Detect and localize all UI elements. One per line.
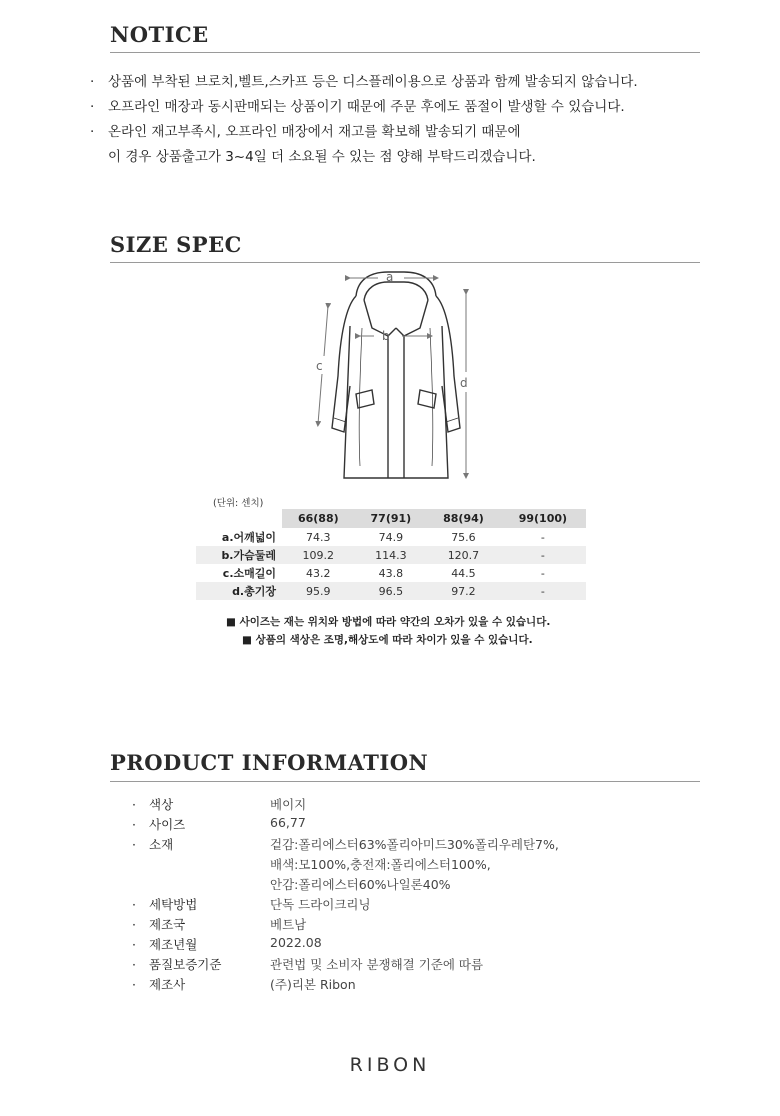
info-label-text: 색상 [149,797,174,812]
notice-line-1 [90,70,638,90]
info-value-warranty: 관련법 및 소비자 분쟁해결 기준에 따름 [270,957,484,972]
bullet-dot: · [132,897,136,912]
bullet-dot: · [132,797,136,812]
table-cell: 109.2 [282,546,355,564]
table-row [196,582,586,600]
size-col-header: 88(94) [427,509,500,528]
coat-outline [332,272,460,478]
info-value-material-2: 배색:모100%,충전재:폴리에스터100%, [270,857,491,872]
info-value-manufacture-date: 2022.08 [270,935,322,950]
info-label-warranty [132,955,221,973]
unit-note: (단위: 센치) [213,498,264,509]
table-row [196,528,586,546]
table-cell: 44.5 [451,566,476,580]
notice-divider [110,52,700,53]
bullet-dot: · [90,124,95,140]
info-value-color: 베이지 [270,797,307,812]
info-label-manufacturer [132,975,185,993]
notice-line-1-text: 상품에 부착된 브로치,벨트,스카프 등은 디스플레이용으로 상품과 함께 발송되지 않습니다. [108,74,638,90]
notice-line-3 [90,120,521,140]
bullet-dot: · [90,99,95,115]
table-cell: - [500,546,586,564]
size-note-2 [242,632,533,647]
size-col-header: 66(88) [282,509,355,528]
info-label-text: 제조사 [149,977,186,992]
bullet-dot: · [132,937,136,952]
info-label-text: 품질보증기준 [149,957,222,972]
coat-measurement-diagram [300,266,500,491]
table-cell: 74.3 [306,530,331,544]
table-cell: 43.8 [378,566,404,580]
table-cell: - [500,582,586,600]
size-table-corner [196,509,282,528]
table-cell: 97.2 [427,582,500,600]
size-note-2-text: 상품의 색상은 조명,해상도에 따라 차이가 있을 수 있습니다. [255,634,533,646]
bullet-dot: · [132,977,136,992]
info-label-text: 제조년월 [149,937,198,952]
table-cell: 74.9 [378,530,404,544]
info-value-washing: 단독 드라이크리닝 [270,897,371,912]
note-square-icon: ■ [242,634,252,646]
size-table-header [196,509,586,528]
note-square-icon: ■ [226,616,236,628]
table-cell: 120.7 [427,546,500,564]
bullet-dot: · [132,957,136,972]
notice-line-2 [90,95,625,115]
row-label: c.소매길이 [222,567,276,580]
info-label-text: 제조국 [149,917,186,932]
size-col-header: 77(91) [355,509,428,528]
size-col-header: 99(100) [500,509,586,528]
info-label-material [132,835,173,853]
bullet-dot: · [132,817,136,832]
size-table [196,509,586,600]
product-info-divider [110,781,700,782]
diagram-label-c: c [316,359,323,373]
table-cell: 95.9 [282,582,355,600]
table-cell: 43.2 [306,566,331,580]
notice-line-continuation: 이 경우 상품출고가 3~4일 더 소요될 수 있는 점 양해 부탁드리겠습니다. [108,149,536,165]
notice-line-2-text: 오프라인 매장과 동시판매되는 상품이기 때문에 주문 후에도 품절이 발생할 수 있습니다. [108,99,625,115]
bullet-dot: · [90,74,95,90]
info-value-material-1: 겉감:폴리에스터63%폴리아미드30%폴리우레탄7%, [270,837,559,852]
info-label-washing [132,895,197,913]
info-label-color [132,795,173,813]
info-label-country [132,915,185,933]
size-note-1 [226,614,550,629]
info-label-text: 세탁방법 [149,897,198,912]
brand-logo-text: RIBON [349,1054,431,1076]
table-cell: 75.6 [451,530,476,544]
diagram-label-b: b [382,329,390,343]
product-info-title: PRODUCT INFORMATION [110,750,429,775]
notice-line-3-text: 온라인 재고부족시, 오프라인 매장에서 재고를 확보해 발송되기 때문에 [108,124,521,140]
table-cell: 96.5 [355,582,428,600]
table-cell: - [540,566,545,580]
info-value-country: 베트남 [270,917,307,932]
info-label-size [132,815,185,833]
diagram-label-d: d [460,376,468,390]
diagram-label-a: a [386,270,394,284]
bullet-dot: · [132,917,136,932]
notice-title: NOTICE [110,22,209,47]
table-cell: - [540,530,545,544]
info-value-size: 66,77 [270,815,306,830]
info-label-manufacture-date [132,935,197,953]
bullet-dot: · [132,837,136,852]
row-label: b.가슴둘레 [196,546,282,564]
row-label: d.총기장 [196,582,282,600]
table-row [196,564,586,582]
row-label: a.어깨넓이 [221,531,276,544]
info-label-text: 소재 [149,837,174,852]
table-row [196,546,586,564]
size-spec-title: SIZE SPEC [110,232,242,257]
info-value-material-3: 안감:폴리에스터60%나일론40% [270,877,451,892]
table-cell: 114.3 [355,546,428,564]
size-spec-divider [110,262,700,263]
info-label-text: 사이즈 [149,817,186,832]
info-value-manufacturer: (주)리본 Ribon [270,977,356,992]
size-note-1-text: 사이즈는 재는 위치와 방법에 따라 약간의 오차가 있을 수 있습니다. [239,616,551,628]
